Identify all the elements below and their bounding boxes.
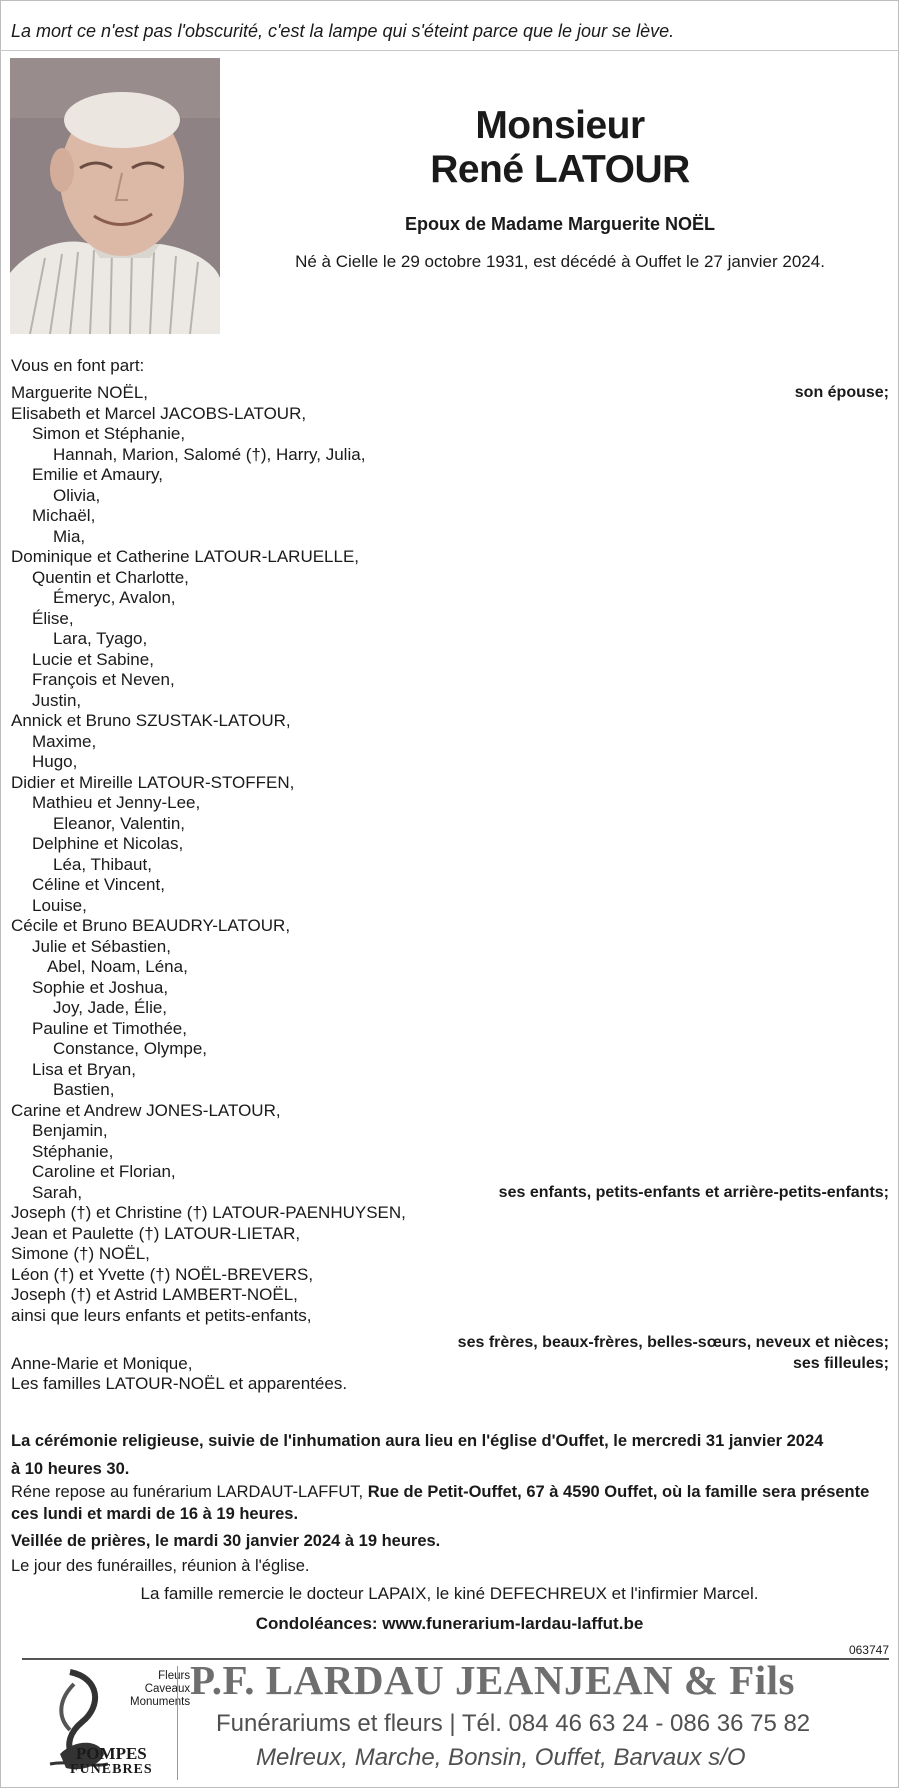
footer-separator: [177, 1666, 178, 1780]
spouse-line: Epoux de Madame Marguerite NOËL: [404, 214, 716, 234]
top-divider: [0, 50, 899, 51]
list-item: Sarah, ses enfants, petits-enfants et arrière-petits-enfants;: [32, 1182, 889, 1202]
list-item: Joseph (†) et Christine (†) LATOUR-PAENHUYSEN,: [11, 1203, 406, 1222]
family-list: [11, 383, 889, 1395]
list-item: Louise,: [32, 895, 87, 915]
list-item: Lisa et Bryan,: [32, 1059, 136, 1079]
list-item: Léa, Thibaut,: [53, 854, 152, 874]
list-item: Anne-Marie et Monique, ses filleules;: [11, 1353, 889, 1373]
birth-death-line: Né à Cielle le 29 octobre 1931, est décédé à Ouffet le 27 janvier 2024.: [295, 252, 825, 271]
condolences-line: Condoléances: www.funerarium-lardau-laffut.be: [255, 1614, 644, 1633]
list-item: Maxime,: [32, 731, 97, 751]
list-item: ainsi que leurs enfants et petits-enfants,: [11, 1305, 312, 1325]
list-item: Carine et Andrew JONES-LATOUR,: [11, 1100, 281, 1120]
list-item: Élise,: [32, 608, 74, 628]
list-item: Didier et Mireille LATOUR-STOFFEN,: [11, 772, 295, 792]
portrait-photo: [10, 58, 220, 334]
list-item: Joseph (†) et Astrid LAMBERT-NOËL,: [11, 1285, 298, 1304]
list-item: Mathieu et Jenny-Lee,: [32, 793, 201, 812]
ceremony-line-1: La cérémonie religieuse, suivie de l'inhumation aura lieu en l'église d'Ouffet, le mercredi 31 janvier 2024: [11, 1432, 824, 1450]
thanks-line: La famille remercie le docteur LAPAIX, le kiné DEFECHREUX et l'infirmier Marcel.: [140, 1584, 759, 1603]
list-item: Marguerite NOËL, son épouse;: [11, 383, 889, 402]
list-item: Mia,: [53, 526, 86, 546]
logo-pompes-funebres: POMPES FUNEBRES: [70, 1744, 153, 1777]
list-item: Émeryc, Avalon,: [53, 588, 176, 607]
relation-label: son épouse;: [794, 384, 889, 401]
firm-name: P.F. LARDAU JEANJEAN & Fils: [190, 1657, 796, 1703]
firm-locations: Melreux, Marche, Bonsin, Ouffet, Barvaux s/O: [256, 1744, 746, 1771]
list-item: Elisabeth et Marcel JACOBS-LATOUR,: [11, 403, 307, 423]
deceased-title: Monsieur: [475, 104, 645, 147]
vigil-line: Veillée de prières, le mardi 30 janvier 2024 à 19 heures.: [11, 1532, 441, 1550]
ad-code: 063747: [848, 1643, 889, 1657]
list-item: Hugo,: [32, 752, 78, 771]
firm-subtitle: Funérariums et fleurs | Tél. 084 46 63 24 - 086 36 75 82: [216, 1710, 811, 1737]
list-item: Julie et Sébastien,: [32, 936, 171, 956]
list-item: Dominique et Catherine LATOUR-LARUELLE,: [11, 547, 360, 566]
list-item: Sophie et Joshua,: [32, 977, 169, 997]
list-item: Justin,: [32, 690, 82, 710]
list-item: Joy, Jade, Élie,: [53, 998, 168, 1017]
list-item: François et Neven,: [32, 670, 175, 689]
list-item: Simone (†) NOËL,: [11, 1244, 150, 1263]
relation-label: ses filleules;: [792, 1354, 889, 1372]
list-item: Delphine et Nicolas,: [32, 834, 184, 853]
meeting-line: Le jour des funérailles, réunion à l'église.: [11, 1557, 310, 1575]
list-item: Céline et Vincent,: [32, 875, 165, 894]
list-item: Michaël,: [32, 506, 96, 525]
logo-words: Fleurs Caveaux Monuments: [130, 1670, 191, 1708]
list-item: Abel, Noam, Léna,: [47, 957, 188, 976]
list-item: Annick et Bruno SZUSTAK-LATOUR,: [11, 711, 291, 730]
list-item: Bastien,: [53, 1080, 115, 1099]
list-item: Quentin et Charlotte,: [32, 567, 189, 587]
list-item: Les familles LATOUR-NOËL et apparentées.: [11, 1374, 348, 1393]
intro-text: Vous en font part:: [11, 356, 145, 375]
deceased-name: René LATOUR: [430, 148, 690, 191]
list-item: Benjamin,: [32, 1121, 108, 1140]
list-item: Pauline et Timothée,: [32, 1018, 187, 1038]
relation-label: ses enfants, petits-enfants et arrière-petits-enfants;: [498, 1183, 889, 1201]
list-item: Olivia,: [53, 485, 101, 505]
list-item: Lucie et Sabine,: [32, 649, 154, 669]
list-item: Hannah, Marion, Salomé (†), Harry, Julia,: [53, 444, 366, 464]
list-item: Eleanor, Valentin,: [53, 813, 185, 833]
list-item: Stéphanie,: [32, 1141, 114, 1161]
list-item: Léon (†) et Yvette (†) NOËL-BREVERS,: [11, 1264, 314, 1284]
rest-paragraph: Réne repose au funérarium LARDAUT-LAFFUT, Rue de Petit-Ouffet, 67 à 4590 Ouffet, où la famille sera présente ces lundi et mardi de 16 à 19 heures.: [11, 1483, 870, 1523]
epigraph-quote: La mort ce n'est pas l'obscurité, c'est la lampe qui s'éteint parce que le jour se lève.: [11, 21, 675, 41]
ceremony-line-2: à 10 heures 30.: [11, 1460, 130, 1478]
list-item: Constance, Olympe,: [53, 1039, 208, 1058]
list-item: Caroline et Florian,: [32, 1162, 176, 1181]
list-item: Jean et Paulette (†) LATOUR-LIETAR,: [11, 1223, 301, 1243]
list-item: Lara, Tyago,: [53, 629, 148, 648]
list-item: Emilie et Amaury,: [32, 465, 164, 484]
relation-label: ses frères, beaux-frères, belles-sœurs, neveux et nièces;: [457, 1334, 889, 1351]
list-item: Cécile et Bruno BEAUDRY-LATOUR,: [11, 916, 291, 935]
list-item: Simon et Stéphanie,: [32, 424, 186, 443]
